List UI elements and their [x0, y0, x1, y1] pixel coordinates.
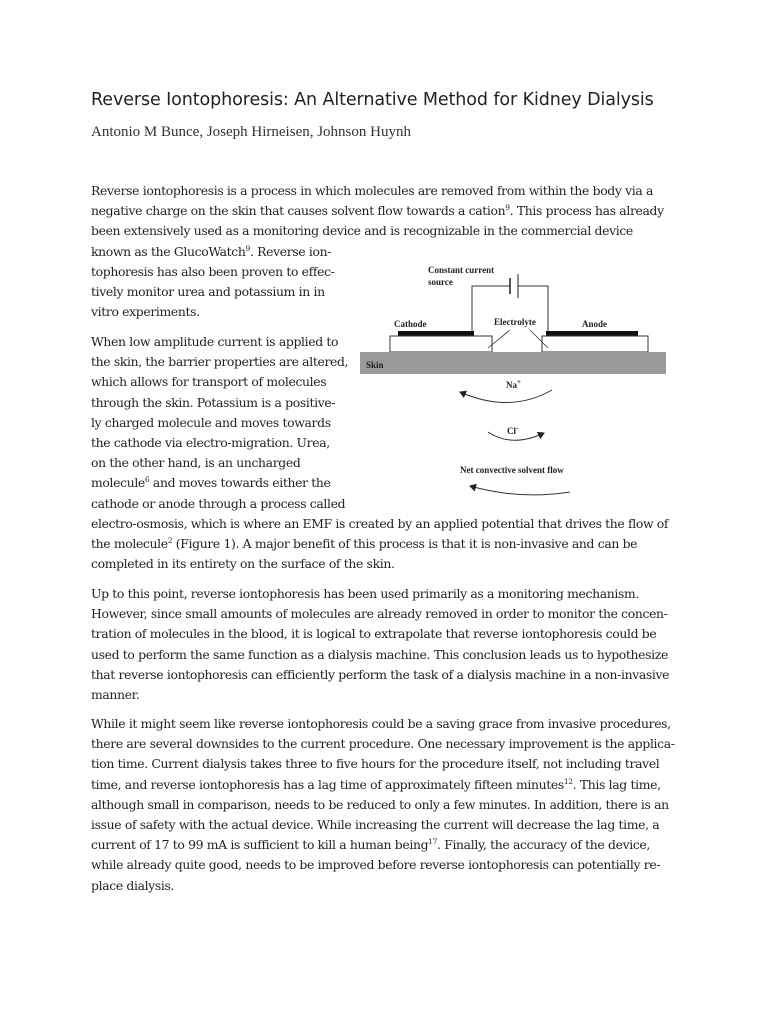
text-line: the skin, the barrier properties are altered, — [91, 354, 349, 370]
text-line: used to perform the same function as a dialysis machine. This conclusion leads us to hypothesize — [91, 646, 668, 662]
citation-ref: 9 — [245, 243, 250, 253]
text-line: vitro experiments. — [91, 304, 200, 320]
text-line: through the skin. Potassium is a positive- — [91, 394, 336, 410]
text-line: the molecule$^2$ (Figure 1). A major benefit of this process is that it is non-invasive and can be — [91, 535, 638, 552]
skin-label: Skin — [366, 360, 384, 370]
anode-gel — [542, 336, 648, 352]
cathode-electrode — [398, 331, 474, 336]
anode-electrode — [546, 331, 638, 336]
chloride-label: Cl- — [507, 424, 519, 436]
text-line: Up to this point, reverse iontophoresis has been used primarily as a monitoring mechanism. — [91, 586, 640, 601]
text-line: place dialysis. — [91, 877, 175, 893]
cathode-gel — [390, 336, 492, 352]
solvent-flow-arrow — [470, 486, 570, 495]
text-line: there are several downsides to the current procedure. One necessary improvement is the applica- — [91, 736, 675, 752]
text-line: tively monitor urea and potassium in in — [91, 284, 325, 300]
citation-ref: 6 — [144, 475, 150, 485]
author-list: Antonio M Bunce, Joseph Hirneisen, Johnson Huynh — [91, 124, 411, 140]
text-line: tration of molecules in the blood, it is logical to extrapolate that reverse iontophoresis could be — [91, 626, 657, 642]
flow-label: Net convective solvent flow — [460, 465, 564, 475]
electrolyte-label: Electrolyte — [494, 317, 536, 327]
text-line: Reverse iontophoresis is a process in which molecules are removed from within the body via a — [91, 183, 654, 198]
text-line: current of 17 to 99 mA is sufficient to kill a human being$^{17}$. Finally, the accuracy of the device, — [91, 837, 650, 853]
text-line: molecule$^6$ and moves towards either the — [91, 475, 331, 491]
text-line: manner. — [91, 687, 140, 703]
citation-ref: 9 — [505, 203, 510, 213]
text-line: tophoresis has also been proven to effec- — [91, 263, 335, 279]
source-label: source — [428, 277, 453, 287]
iontophoresis-diagram — [360, 256, 670, 506]
text-line: the cathode via electro-migration. Urea, — [91, 435, 330, 451]
text-line: ly charged molecule and moves towards — [91, 414, 331, 430]
citation-ref: 2 — [167, 535, 173, 545]
text-line: completed in its entirety on the surface of the skin. — [91, 556, 395, 572]
text-line: However, since small amounts of molecules are already removed in order to monitor the concen- — [91, 606, 668, 622]
text-line: tion time. Current dialysis takes three to five hours for the procedure itself, not including travel — [91, 756, 660, 772]
citation-ref: 17 — [428, 837, 438, 847]
sodium-flow-arrow — [460, 390, 552, 403]
text-line: that reverse iontophoresis can efficiently perform the task of a dialysis machine in a non-invasive — [91, 666, 670, 682]
paragraph-limitations — [91, 714, 679, 896]
sodium-label: Na+ — [506, 378, 521, 390]
text-line: issue of safety with the actual device. While increasing the current will decrease the lag time, a — [91, 817, 660, 833]
text-line: while already quite good, needs to be improved before reverse iontophoresis can potentially re- — [91, 857, 661, 873]
skin-layer — [360, 352, 666, 374]
paper-title: Reverse Iontophoresis: An Alternative Method for Kidney Dialysis — [91, 90, 654, 110]
text-line: which allows for transport of molecules — [91, 374, 327, 390]
text-line: While it might seem like reverse iontophoresis could be a saving grace from invasive procedures, — [91, 716, 671, 731]
chloride-flow-arrow — [488, 432, 544, 440]
paragraph-hypothesis — [91, 584, 679, 705]
cathode-label: Cathode — [394, 319, 427, 329]
text-line: although small in comparison, needs to be reduced to only a few minutes. In addition, there is an — [91, 796, 669, 812]
text-line: on the other hand, is an uncharged — [91, 455, 301, 471]
text-line: time, and reverse iontophoresis has a lag time of approximately fifteen minutes$^{12}$. This lag time, — [91, 776, 661, 792]
text-line: known as the GlucoWatch$^9$. Reverse ion- — [91, 243, 332, 259]
text-line: negative charge on the skin that causes solvent flow towards a cation$^9$. This process has already — [91, 203, 664, 219]
text-line: When low amplitude current is applied to — [91, 334, 339, 349]
text-line: been extensively used as a monitoring device and is recognizable in the commercial device — [91, 223, 633, 239]
text-line: electro-osmosis, which is where an EMF is created by an applied potential that drives the flow of — [91, 515, 669, 531]
anode-label: Anode — [582, 319, 608, 329]
source-label: Constant current — [428, 265, 495, 275]
text-line: cathode or anode through a process called — [91, 495, 346, 511]
citation-ref: 12 — [563, 776, 573, 786]
